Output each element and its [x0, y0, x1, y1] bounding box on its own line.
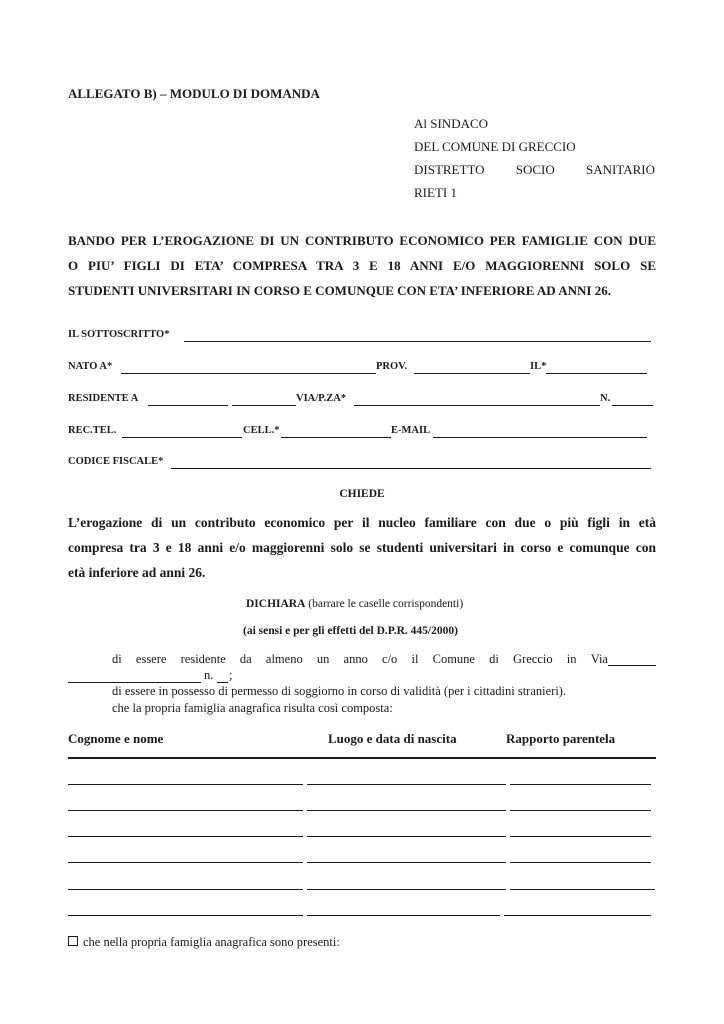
checkbox-label: che nella propria famiglia anagrafica sono presenti: — [83, 935, 340, 949]
declaration-word: Greccio — [513, 652, 553, 666]
addressee-line-1: Al SINDACO — [414, 116, 489, 131]
rectel-label: REC.TEL. — [68, 425, 117, 436]
addressee-word: SANITARIO — [585, 162, 655, 177]
bando-line: BANDO PER L’EROGAZIONE DI UN CONTRIBUTO ECONOMICO PER FAMIGLIE CON DUE — [68, 233, 656, 248]
via-field[interactable] — [354, 405, 600, 406]
declaration-word: residente — [180, 652, 226, 666]
erogazione-paragraph — [68, 510, 656, 585]
famiglia-declaration: che la propria famiglia anagrafica risulta così composta: — [112, 701, 393, 715]
bando-line: STUDENTI UNIVERSITARI IN CORSO E COMUNQUE CON ETA’ INFERIORE AD ANNI 26. — [68, 283, 611, 298]
name-cell[interactable] — [68, 889, 303, 890]
cell-field[interactable] — [281, 437, 391, 438]
declaration-word: Comune — [432, 652, 475, 666]
rectel-field[interactable] — [122, 437, 242, 438]
column-header-birth: Luogo e data di nascita — [328, 731, 457, 746]
codice-fiscale-label: CODICE FISCALE* — [68, 456, 164, 467]
declaration-word: anno — [343, 652, 368, 666]
declaration-word: almeno — [265, 652, 303, 666]
email-field[interactable] — [433, 437, 647, 438]
residente-field[interactable] — [148, 405, 228, 406]
via-label: VIA/P.ZA* — [296, 393, 347, 404]
declaration-word: c/o — [382, 652, 398, 666]
birth-cell[interactable] — [307, 836, 506, 837]
column-header-relation: Rapporto parentela — [506, 731, 616, 746]
addressee-word: DISTRETTO — [414, 162, 485, 177]
prov-field[interactable] — [414, 373, 530, 374]
column-header-name: Cognome e nome — [68, 731, 164, 746]
cell-label: CELL.* — [243, 425, 280, 436]
n-field[interactable] — [612, 405, 653, 406]
declaration-word: da — [239, 652, 252, 666]
addressee-line-4: RIETI 1 — [414, 185, 457, 200]
birth-cell[interactable] — [307, 862, 506, 863]
date-field[interactable] — [546, 373, 647, 374]
document-header: ALLEGATO B) – MODULO DI DOMANDA — [68, 86, 320, 101]
residente-label: RESIDENTE A — [68, 393, 139, 404]
declaration-word: di — [489, 652, 499, 666]
checkbox[interactable] — [68, 936, 78, 946]
relation-cell[interactable] — [510, 810, 651, 811]
declaration-word: in — [566, 652, 577, 666]
erogazione-line: compresa tra 3 e 18 anni e/o maggiorenni solo se studenti universitari in corso e comunque con — [68, 540, 656, 555]
name-cell[interactable] — [68, 915, 303, 916]
nato-label: NATO A* — [68, 361, 113, 372]
table-header-rule — [68, 757, 656, 759]
resident-n-label: n. — [204, 668, 214, 682]
addressee-line-3 — [414, 162, 655, 178]
birth-cell[interactable] — [307, 915, 500, 916]
n-label: N. — [600, 393, 611, 404]
declaration-word: essere — [135, 652, 167, 666]
relation-cell[interactable] — [510, 862, 651, 863]
family-members-checkbox-row — [68, 935, 340, 950]
declaration-word: il — [411, 652, 419, 666]
birth-cell[interactable] — [307, 784, 506, 785]
relation-cell[interactable] — [510, 889, 655, 890]
name-cell[interactable] — [68, 836, 303, 837]
residente-field-2[interactable] — [232, 405, 296, 406]
bando-title — [68, 228, 656, 303]
birth-cell[interactable] — [307, 810, 506, 811]
nato-field[interactable] — [121, 373, 376, 374]
dichiara-note: (barrare le caselle corrispondenti) — [308, 598, 464, 610]
name-cell[interactable] — [68, 810, 303, 811]
sottoscritto-field[interactable] — [184, 341, 651, 342]
resident-n-field[interactable] — [217, 682, 228, 683]
permesso-declaration: di essere in possesso di permesso di soggiorno in corso di validità (per i cittadini stranieri). — [112, 684, 567, 698]
erogazione-line: L’erogazione di un contributo economico per il nucleo familiare con due o più figli in età — [68, 515, 656, 530]
relation-cell[interactable] — [504, 915, 651, 916]
relation-cell[interactable] — [510, 784, 651, 785]
dichiara-title: DICHIARA — [246, 598, 306, 610]
relation-cell[interactable] — [510, 836, 651, 837]
name-cell[interactable] — [68, 862, 303, 863]
erogazione-line: età inferiore ad anni 26. — [68, 565, 206, 580]
semicolon: ; — [229, 668, 233, 682]
codice-fiscale-field[interactable] — [171, 468, 651, 469]
declaration-word: Via — [590, 652, 608, 666]
via-residenza-field-2[interactable] — [68, 682, 201, 683]
chiede-heading: CHIEDE — [339, 488, 385, 500]
sottoscritto-label: IL SOTTOSCRITTO* — [68, 329, 170, 340]
resident-declaration — [112, 652, 608, 667]
bando-line: O PIU’ FIGLI DI ETA’ COMPRESA TRA 3 E 18 ANNI E/O MAGGIORENNI SOLO SE — [68, 258, 656, 273]
declaration-word: un — [316, 652, 330, 666]
prov-label: PROV. — [376, 361, 408, 372]
email-label: E-MAIL — [391, 425, 431, 436]
il-label: IL* — [530, 361, 547, 372]
birth-cell[interactable] — [307, 889, 506, 890]
dichiara-heading — [246, 598, 463, 610]
addressee-word: SOCIO — [515, 162, 555, 177]
addressee-line-2: DEL COMUNE DI GRECCIO — [414, 139, 576, 154]
dpr-reference: (ai sensi e per gli effetti del D.P.R. 445/2000) — [243, 625, 458, 637]
declaration-word: di — [112, 652, 122, 666]
name-cell[interactable] — [68, 784, 303, 785]
via-residenza-field[interactable] — [608, 665, 656, 666]
